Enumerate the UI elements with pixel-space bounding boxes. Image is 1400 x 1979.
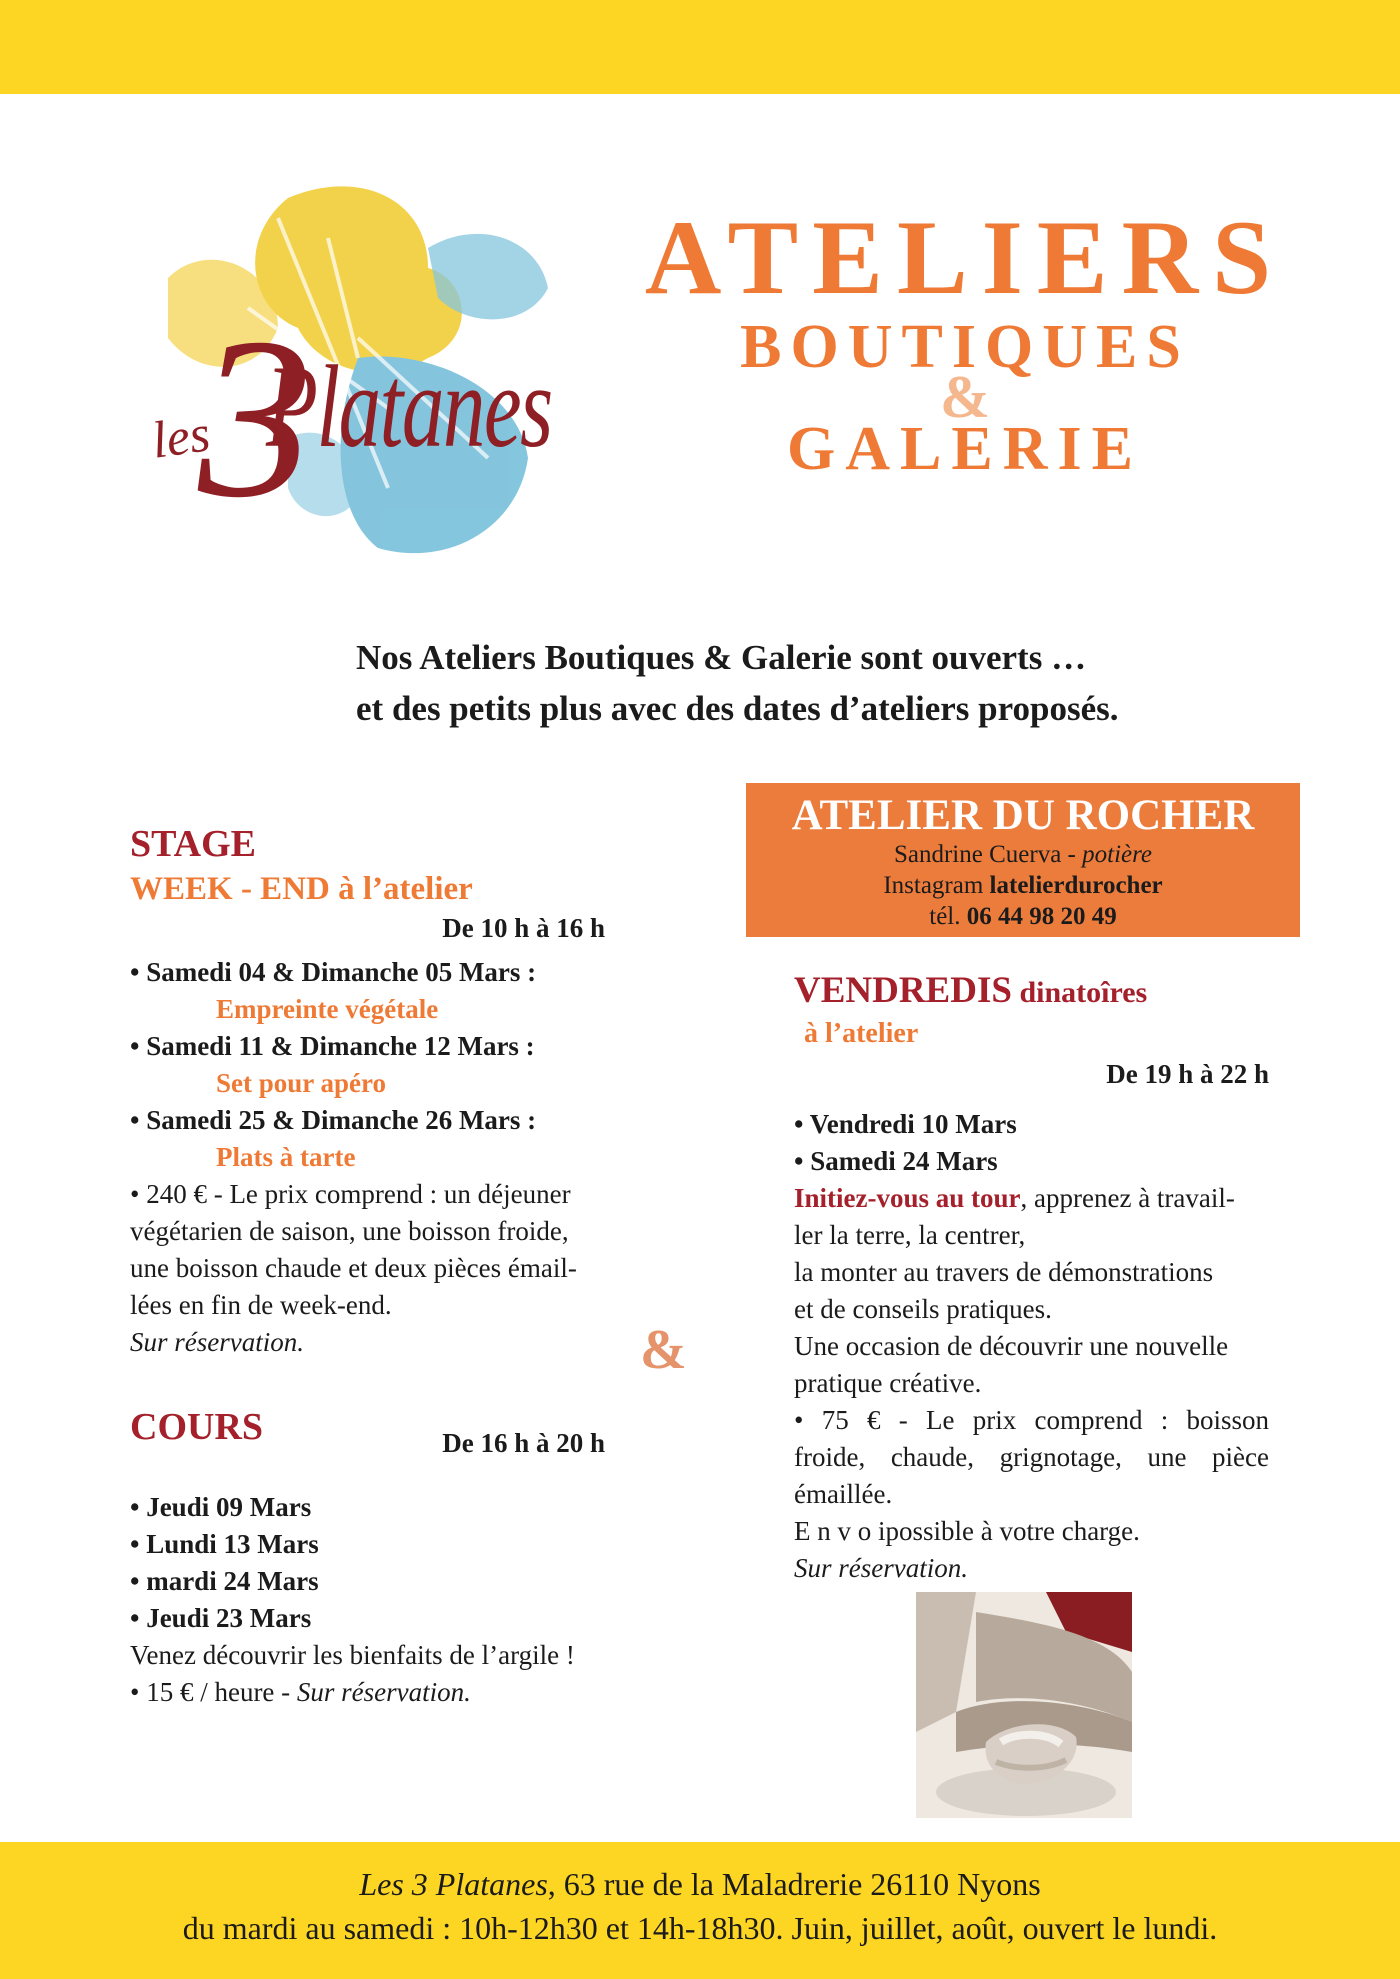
stage-item-date: • Samedi 04 & Dimanche 05 Mars : — [130, 957, 537, 987]
rocher-tel-line — [746, 901, 1300, 932]
intro-text — [356, 632, 1356, 734]
right-column — [794, 968, 1269, 1587]
stage-reservation: Sur réservation. — [130, 1327, 304, 1357]
les-3-platanes-logo — [128, 158, 568, 598]
vendredis-reservation: Sur réservation. — [794, 1553, 968, 1583]
column-separator-ampersand: & — [640, 1319, 687, 1381]
rocher-role: potière — [1082, 841, 1153, 868]
stage-price-line: une boisson chaude et deux pièces émail- — [130, 1253, 577, 1283]
vendredis-date: • Samedi 24 Mars — [794, 1146, 998, 1176]
vendredis-text: Une occasion de découvrir une nouvelle — [794, 1331, 1229, 1361]
footer-hours: du mardi au samedi : 10h-12h30 et 14h-18h30. Juin, juillet, août, ouvert le lundi. — [182, 1910, 1218, 1946]
intro-line-2: et des petits plus avec des dates d’ateliers proposés. — [356, 689, 1119, 728]
footer — [0, 1862, 1400, 1950]
cours-date: • Jeudi 23 Mars — [130, 1603, 312, 1633]
vendredis-date: • Vendredi 10 Mars — [794, 1109, 1017, 1139]
vendredis-price-line: • 75 € - Le prix comprend : boisson — [794, 1405, 1269, 1435]
cours-date: • mardi 24 Mars — [130, 1566, 319, 1596]
atelier-du-rocher-box — [746, 783, 1300, 937]
title-galerie: GALERIE — [787, 415, 1143, 483]
stage-price-line: végétarien de saison, une boisson froide, — [130, 1216, 569, 1246]
page-title — [600, 199, 1330, 483]
pottery-hands-image — [916, 1592, 1132, 1818]
rocher-instagram-line — [746, 870, 1300, 901]
stage-item-theme: Set pour apéro — [216, 1068, 387, 1098]
title-ateliers: ATELIERS — [644, 199, 1286, 316]
vendredis-text: et de conseils pratiques. — [794, 1294, 1052, 1324]
cours-date: • Jeudi 09 Mars — [130, 1492, 312, 1522]
title-boutiques: BOUTIQUES — [740, 313, 1190, 381]
pottery-wheel-photo — [916, 1592, 1132, 1818]
footer-address-line — [0, 1862, 1400, 1906]
rocher-name: Sandrine Cuerva - — [893, 841, 1083, 868]
stage-item-theme: Plats à tarte — [216, 1142, 356, 1172]
rocher-name-line — [746, 839, 1300, 870]
vendredis-suffix: dinatoîres — [1011, 976, 1148, 1009]
top-yellow-band — [0, 0, 1400, 94]
left-column — [130, 820, 605, 1711]
cours-price: • 15 € / heure - — [130, 1677, 297, 1707]
logo-les-text: les — [148, 405, 214, 470]
stage-heading: STAGE — [130, 823, 257, 865]
vendredis-title: VENDREDIS — [794, 970, 1012, 1011]
vendredis-heading — [794, 968, 1269, 1016]
title-ampersand: & — [940, 364, 990, 430]
cours-time: De 16 h à 20 h — [442, 1428, 605, 1458]
vendredis-time: De 19 h à 22 h — [1106, 1059, 1269, 1089]
cours-date: • Lundi 13 Mars — [130, 1529, 319, 1559]
vendredis-text: , apprenez à travail- — [1020, 1183, 1235, 1213]
stage-price-line: lées en fin de week-end. — [130, 1290, 392, 1320]
stage-time: De 10 h à 16 h — [442, 913, 605, 943]
vendredis-text-line — [794, 1180, 1269, 1217]
cours-heading: COURS — [130, 1406, 264, 1448]
stage-price-line: • 240 € - Le prix comprend : un déjeuner — [130, 1179, 571, 1209]
instagram-label: Instagram — [883, 872, 990, 899]
vendredis-subheading: à l’atelier — [804, 1018, 919, 1049]
footer-name: Les 3 Platanes — [359, 1866, 548, 1902]
vendredis-text: la monter au travers de démonstrations — [794, 1257, 1214, 1287]
logo-3-text: 3 — [198, 290, 313, 545]
rocher-title: ATELIER DU ROCHER — [791, 792, 1255, 839]
tel-label: tél. — [929, 903, 967, 930]
stage-item-theme: Empreinte végétale — [216, 994, 439, 1024]
cours-reservation: Sur réservation. — [296, 1677, 471, 1707]
vendredis-price-line: émaillée. — [794, 1479, 893, 1509]
vendredis-shipping: E n v o ipossible à votre charge. — [794, 1516, 1140, 1546]
stage-subheading: WEEK - END à l’atelier — [130, 871, 473, 907]
footer-address: , 63 rue de la Maladrerie 26110 Nyons — [547, 1866, 1041, 1902]
cours-text: Venez découvrir les bienfaits de l’argile ! — [130, 1640, 575, 1670]
cours-price-line — [130, 1674, 605, 1711]
tel-number[interactable]: 06 44 98 20 49 — [966, 903, 1117, 930]
vendredis-text: pratique créative. — [794, 1368, 982, 1398]
vendredis-highlight: Initiez-vous au tour — [794, 1183, 1021, 1213]
instagram-handle[interactable]: latelierdurocher — [989, 872, 1163, 899]
stage-item-date: • Samedi 25 & Dimanche 26 Mars : — [130, 1105, 537, 1135]
intro-line-1: Nos Ateliers Boutiques & Galerie sont ouverts … — [356, 638, 1087, 677]
vendredis-text: ler la terre, la centrer, — [794, 1220, 1026, 1250]
vendredis-price-line: froide, chaude, grignotage, une pièce — [794, 1442, 1269, 1472]
logo-platanes-text: Platanes — [266, 341, 552, 472]
stage-item-date: • Samedi 11 & Dimanche 12 Mars : — [130, 1031, 535, 1061]
